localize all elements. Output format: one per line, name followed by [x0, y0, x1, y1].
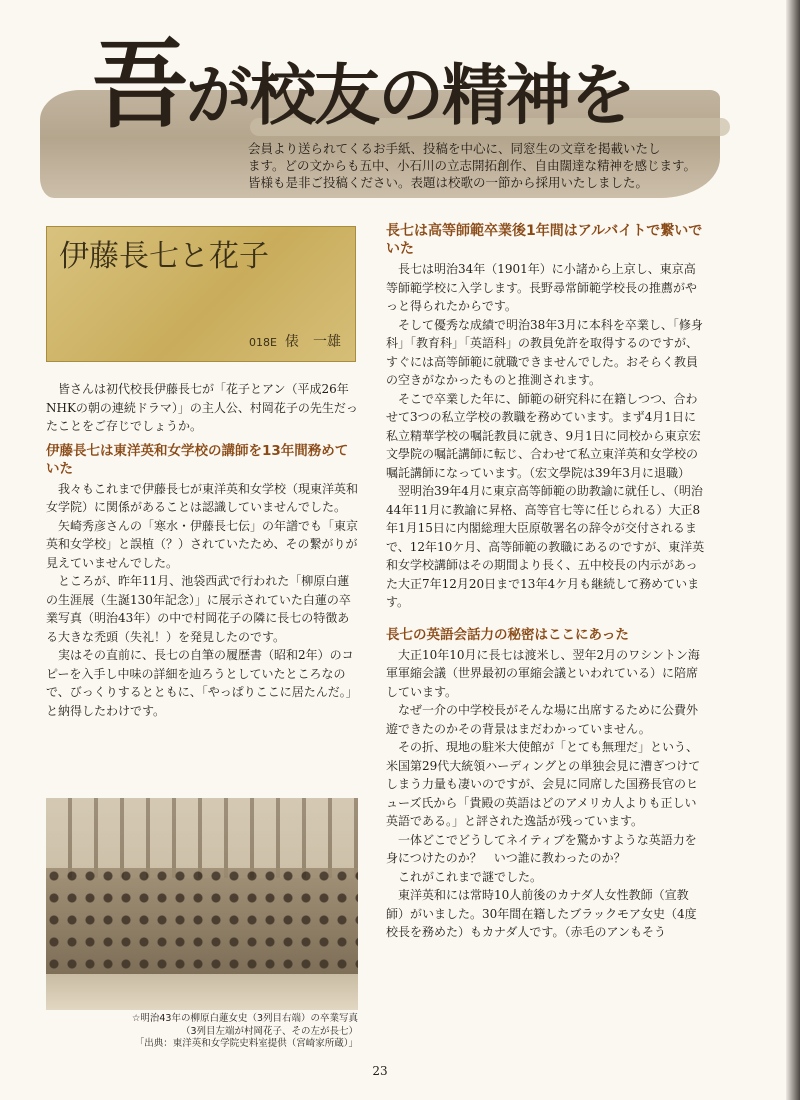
paragraph: その折、現地の駐米大使館が「とても無理だ」という、米国第29代大統領ハーディングとの単独会見に漕ぎつけてしまう力量も凄いのですが、会見に同席した国務長官のヒューズ氏から「貴殿の英語はどのアメリカ人よりも正しい英語である。」と評された逸話が残っています。 — [386, 740, 701, 828]
paragraph: 一体どこでどうしてネイティブを驚かすような英語力を身につけたのか？ いつ誰に教わったのか？ — [386, 832, 697, 865]
caption-line: 「出典：東洋英和女学院史料室提供（宮崎家所蔵）」 — [134, 1038, 358, 1049]
photo-ground — [46, 974, 358, 1010]
page-number: 23 — [372, 1064, 388, 1078]
photo-caption — [46, 1013, 358, 1051]
paragraph: ところが、昨年11月、池袋西武で行われた「柳原白蓮の生涯展（生誕130年記念）」に展示されていた白蓮の卒業写真（明治43年）の中で村岡花子の隣に長七の特徴ある大きな禿頭（失礼！）を発見したのです。 — [46, 574, 351, 644]
paragraph: 矢崎秀彦さんの「寒水・伊藤長七伝」の年譜でも「東京英和女学校」と誤植（？）されていたため、その繋がりが見えていませんでした。 — [46, 518, 359, 570]
paragraph: そこで卒業した年に、師範の研究科に在籍しつつ、合わせて3つの私立学校の教職を務めています。まず4月1日に私立精華学校の嘱託教員に就き、9月1日に同校から東京宏文學院の嘱託講師に転じ、合わせて私立東洋英和女学校の嘱託講師になっています。（宏文學院は39年3月に退職） — [386, 391, 701, 480]
section-heading: 伊藤長七は東洋英和女学校の講師を13年間務めていた — [46, 442, 349, 477]
paragraph: これがこれまで謎でした。 — [398, 869, 543, 884]
intro-line: 会員より送られてくるお手紙、投稿を中心に、同窓生の文章を掲載いたし — [248, 141, 661, 156]
intro-paragraph: 皆さんは初代校長伊藤長七が「花子とアン（平成26年NHKの朝の連続ドラマ）」の主人公、村岡花子の先生だったことをご存じでしょうか。 — [46, 382, 358, 433]
left-column — [46, 380, 358, 720]
caption-line: （3列目左端が村岡花子、その左が長七） — [180, 1025, 358, 1037]
section-intro — [248, 140, 718, 191]
page-edge-shadow — [786, 0, 800, 1100]
author-code: 018E — [249, 336, 277, 349]
page-title — [92, 18, 634, 152]
article-title: 伊藤長七と花子 — [59, 239, 269, 274]
paragraph: 実はその直前に、長七の自筆の履歴書（昭和2年）のコピーを入手し中味の詳細を辿ろうとしていたところなので、びっくりするとともに、「やっぱりここに居たんだ。」と納得したわけです。 — [46, 648, 358, 718]
intro-line: 皆様も是非ご投稿ください。表題は校歌の一節から採用いたしました。 — [248, 175, 649, 190]
photo-building — [46, 798, 358, 878]
intro-line: ます。どの文からも五中、小石川の立志開拓創作、自由闊達な精神を感じます。 — [248, 158, 697, 173]
paragraph: 長七は明治34年（1901年）に小諸から上京し、東京高等師範学校に入学します。長野尋常師範学校長の推薦がやっと得られたからです。 — [386, 262, 698, 313]
paragraph: 大正10年10月に長七は渡米し、翌年2月のワシントン海軍軍縮会議（世界最初の軍縮会議といわれている）に陪席しています。 — [386, 647, 700, 699]
section-heading: 長七は高等師範卒業後1年間はアルバイトで繋いでいた — [386, 223, 703, 257]
page-title-first-char: 吾 — [92, 28, 186, 141]
graduation-photo — [46, 798, 358, 1010]
byline — [249, 331, 341, 351]
caption-line: ☆明治43年の柳原白蓮女史（3列目右端）の卒業写真 — [131, 1013, 358, 1024]
paragraph: 我々もこれまで伊藤長七が東洋英和女学校（現東洋英和女学院）に関係があることは認識していませんでした。 — [46, 481, 359, 514]
right-column — [386, 222, 706, 942]
paragraph: 東洋英和には常時10人前後のカナダ人女性教師（宣教師）がいました。30年間在籍したブラックモア女史（4度校長を務めた）もカナダ人です。（赤毛のアンもそう — [386, 888, 697, 939]
paragraph: そして優秀な成績で明治38年3月に本科を卒業し、「修身科」「教育科」「英語科」の教員免許を取得するのですが、すぐには高等師範に就職できませんでした。おそらく教員の空きがなかったものと推測されます。 — [386, 317, 703, 387]
section-heading: 長七の英語会話力の秘密はここにあった — [386, 626, 629, 643]
paragraph: なぜ一介の中学校長がそんな場に出席するために公費外遊できたのかその背景はまだわかっていません。 — [386, 703, 699, 736]
article-title-box — [46, 226, 356, 362]
paragraph: 翌明治39年4月に東京高等師範の助教諭に就任し、（明治44年11月に教諭に昇格、高等官七等に任じられる）大正8年1月15日に内閣総理大臣原敬署名の辞令が交付されるまで、12年10ケ月、高等師範の教職にあるのですが、東洋英和女学校講師はその期間より長く、五中校長の内示があった大正7年12月20日まで13年4ケ月も継続して務めています。 — [386, 484, 705, 609]
page-title-rest: が校友の精神を — [186, 56, 634, 134]
author-name: 俵 一雄 — [285, 334, 341, 350]
